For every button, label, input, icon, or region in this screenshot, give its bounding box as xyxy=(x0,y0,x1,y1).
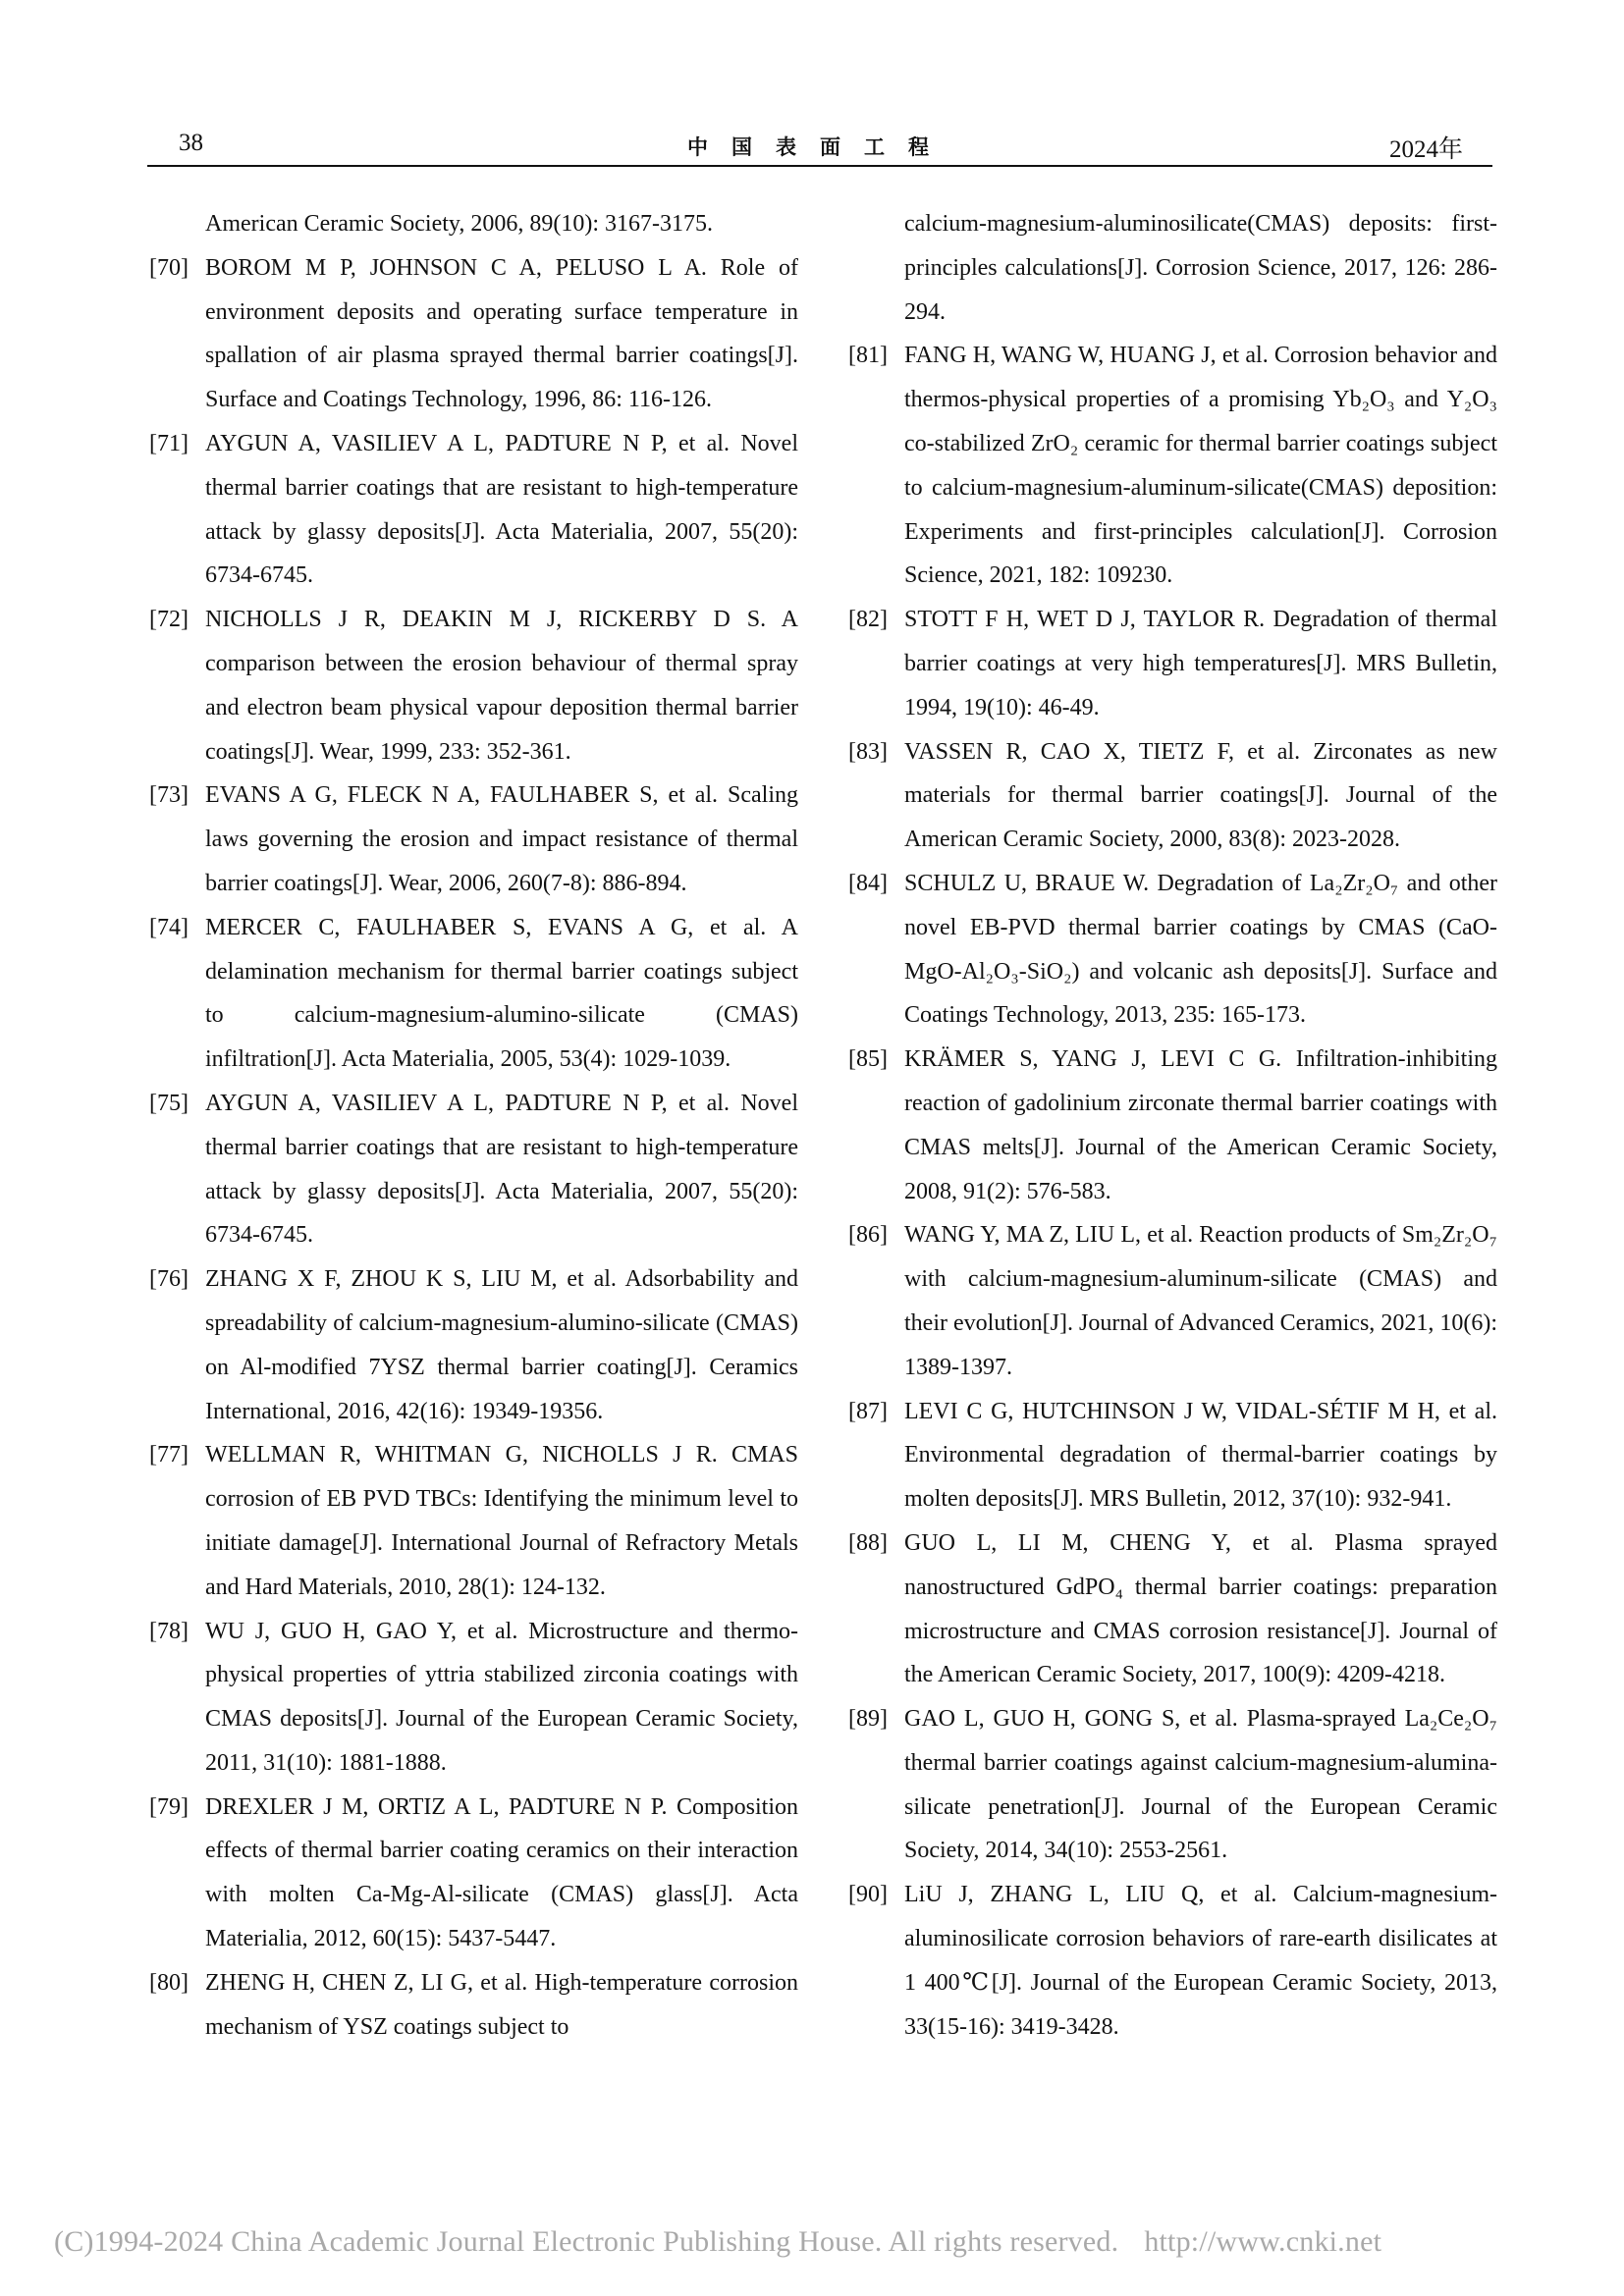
reference-number: [73] xyxy=(149,782,189,809)
reference-text: SCHULZ U, BRAUE W. Degradation of La₂Zr₂O₇ and other novel EB-PVD thermal barrier coatings by CMAS (CaO-MgO-Al₂O₃-SiO₂) and volcanic ash deposits[J]. Surface and Coatings Technology, 2013, 235: 165-173. xyxy=(904,870,1497,1029)
reference-text: NICHOLLS J R, DEAKIN M J, RICKERBY D S. A comparison between the erosion behaviour of thermal spray and electron beam physical vapour deposition thermal barrier coatings[J]. Wear, 1999, 233: 352-361. xyxy=(205,607,798,765)
reference-text: LiU J, ZHANG L, LIU Q, et al. Calcium-magnesium-aluminosilicate corrosion behaviors of rare-earth disilicates at 1 400℃[J]. Journal of the European Ceramic Society, 2013, 33(15-16): 3419-3428. xyxy=(904,1882,1497,2040)
reference-number: [72] xyxy=(149,607,189,633)
issue-year: 2024年 xyxy=(1388,136,1463,163)
page-number: 38 xyxy=(179,130,203,156)
reference-text: STOTT F H, WET D J, TAYLOR R. Degradation of thermal barrier coatings at very high temperatures[J]. MRS Bulletin, 1994, 19(10): 46-49. xyxy=(904,607,1497,721)
reference-text: KRÄMER S, YANG J, LEVI C G. Infiltration‐inhibiting reaction of gadolinium zirconate thermal barrier coatings with CMAS melts[J]. Journal of the American Ceramic Society, 2008, 91(2): 576-583. xyxy=(904,1046,1497,1204)
reference-item xyxy=(848,334,1497,598)
reference-text: ZHANG X F, ZHOU K S, LIU M, et al. Adsorbability and spreadability of calcium-magnesium-alumino-silicate (CMAS) on Al-modified 7YSZ thermal barrier coating[J]. Ceramics International, 2016, 42(16): 19349-19356. xyxy=(205,1266,798,1424)
reference-text: FANG H, WANG W, HUANG J, et al. Corrosion behavior and thermos-physical properties of a promising Yb₂O₃ and Y₂O₃ co-stabilized ZrO₂ ceramic for thermal barrier coatings subject to calcium-magnesium-aluminum-silicate(CMAS) deposition: Experiments and first-principles calculation[J]. Corrosion Science, 2021, 182: 109230. xyxy=(904,343,1497,589)
reference-item xyxy=(149,1433,798,1609)
copyright-footer xyxy=(54,2225,1381,2259)
reference-text: ZHENG H, CHEN Z, LI G, et al. High-temperature corrosion mechanism of YSZ coatings subject to xyxy=(205,1969,798,2040)
reference-item xyxy=(149,774,798,905)
journal-name: 中国表面工程 xyxy=(687,135,952,159)
reference-item xyxy=(848,1038,1497,1213)
reference-text: VASSEN R, CAO X, TIETZ F, et al. Zirconates as new materials for thermal barrier coatings[J]. Journal of the American Ceramic Society, 2000, 83(8): 2023-2028. xyxy=(904,738,1497,853)
reference-text: LEVI C G, HUTCHINSON J W, VIDAL-SÉTIF M H, et al. Environmental degradation of thermal-barrier coatings by molten deposits[J]. MRS Bulletin, 2012, 37(10): 932-941. xyxy=(904,1398,1497,1513)
reference-number: [90] xyxy=(848,1882,888,1908)
reference-item xyxy=(149,1786,798,1961)
reference-item xyxy=(149,906,798,1082)
reference-text: EVANS A G, FLECK N A, FAULHABER S, et al. Scaling laws governing the erosion and impact resistance of thermal barrier coatings[J]. Wear, 2006, 260(7-8): 886-894. xyxy=(205,782,798,896)
reference-item xyxy=(149,202,798,246)
reference-text: MERCER C, FAULHABER S, EVANS A G, et al. A delamination mechanism for thermal barrier coatings subject to calcium-magnesium-alumino-silicate (CMAS) infiltration[J]. Acta Materialia, 2005, 53(4): 1029-1039. xyxy=(205,914,798,1073)
reference-number: [70] xyxy=(149,254,189,281)
reference-number: [85] xyxy=(848,1046,888,1073)
reference-item xyxy=(149,598,798,774)
reference-number: [76] xyxy=(149,1266,189,1293)
reference-item xyxy=(848,598,1497,729)
reference-number: [74] xyxy=(149,914,189,940)
reference-number: [84] xyxy=(848,870,888,896)
reference-text: DREXLER J M, ORTIZ A L, PADTURE N P. Composition effects of thermal barrier coating ceramics on their interaction with molten Ca-Mg-Al-silicate (CMAS) glass[J]. Acta Materialia, 2012, 60(15): 5437-5447. xyxy=(205,1793,798,1952)
reference-text: AYGUN A, VASILIEV A L, PADTURE N P, et al. Novel thermal barrier coatings that are resistant to high-temperature attack by glassy deposits[J]. Acta Materialia, 2007, 55(20): 6734-6745. xyxy=(205,1090,798,1249)
reference-number: [82] xyxy=(848,607,888,633)
reference-item xyxy=(149,422,798,598)
reference-number: [81] xyxy=(848,343,888,369)
reference-item xyxy=(149,246,798,422)
reference-item xyxy=(149,1961,798,2050)
references-right-column xyxy=(848,202,1497,2049)
copyright-text: (C)1994-2024 China Academic Journal Electronic Publishing House. All rights reserved. xyxy=(54,2225,1119,2258)
reference-text: GUO L, LI M, CHENG Y, et al. Plasma sprayed nanostructured GdPO₄ thermal barrier coatings: preparation microstructure and CMAS corrosion resistance[J]. Journal of the American Ceramic Society, 2017, 100(9): 4209-4218. xyxy=(904,1529,1497,1688)
reference-item xyxy=(848,202,1497,334)
reference-item xyxy=(848,862,1497,1038)
reference-number: [88] xyxy=(848,1529,888,1556)
reference-text: WANG Y, MA Z, LIU L, et al. Reaction products of Sm₂Zr₂O₇ with calcium-magnesium-aluminum-silicate (CMAS) and their evolution[J]. Journal of Advanced Ceramics, 2021, 10(6): 1389-1397. xyxy=(904,1222,1497,1380)
reference-text: calcium-magnesium-aluminosilicate(CMAS) deposits: first-principles calculations[J]. Corrosion Science, 2017, 126: 286-294. xyxy=(904,211,1497,325)
page-header xyxy=(147,130,1492,169)
reference-item xyxy=(848,730,1497,862)
publisher-link[interactable]: http://www.cnki.net xyxy=(1144,2225,1382,2258)
header-rule xyxy=(147,165,1492,167)
reference-item xyxy=(149,1257,798,1433)
reference-item xyxy=(848,1873,1497,2049)
reference-item xyxy=(848,1697,1497,1873)
reference-number: [78] xyxy=(149,1618,189,1644)
reference-text: AYGUN A, VASILIEV A L, PADTURE N P, et al. Novel thermal barrier coatings that are resistant to high-temperature attack by glassy deposits[J]. Acta Materialia, 2007, 55(20): 6734-6745. xyxy=(205,430,798,589)
reference-number: [80] xyxy=(149,1969,189,1996)
references-left-column xyxy=(149,202,798,2049)
reference-text: GAO L, GUO H, GONG S, et al. Plasma-sprayed La₂Ce₂O₇ thermal barrier coatings against calcium-magnesium-alumina-silicate penetration[J]. Journal of the European Ceramic Society, 2014, 34(10): 2553-2561. xyxy=(904,1706,1497,1864)
reference-text: WELLMAN R, WHITMAN G, NICHOLLS J R. CMAS corrosion of EB PVD TBCs: Identifying the minimum level to initiate damage[J]. International Journal of Refractory Metals and Hard Materials, 2010, 28(1): 124-132. xyxy=(205,1442,798,1600)
reference-number: [83] xyxy=(848,738,888,765)
reference-text: American Ceramic Society, 2006, 89(10): 3167-3175. xyxy=(205,211,713,237)
reference-number: [75] xyxy=(149,1090,189,1116)
reference-item xyxy=(848,1213,1497,1389)
reference-number: [79] xyxy=(149,1793,189,1820)
reference-item xyxy=(149,1610,798,1786)
reference-text: WU J, GUO H, GAO Y, et al. Microstructure and thermo-physical properties of yttria stabilized zirconia coatings with CMAS deposits[J]. Journal of the European Ceramic Society, 2011, 31(10): 1881-1888. xyxy=(205,1618,798,1776)
reference-item xyxy=(848,1390,1497,1522)
reference-item xyxy=(149,1082,798,1257)
reference-number: [89] xyxy=(848,1706,888,1733)
reference-item xyxy=(848,1522,1497,1697)
reference-number: [77] xyxy=(149,1442,189,1468)
reference-number: [71] xyxy=(149,430,189,456)
reference-number: [87] xyxy=(848,1398,888,1424)
reference-text: BOROM M P, JOHNSON C A, PELUSO L A. Role of environment deposits and operating surface temperature in spallation of air plasma sprayed thermal barrier coatings[J]. Surface and Coatings Technology, 1996, 86: 116-126. xyxy=(205,254,798,413)
reference-number: [86] xyxy=(848,1222,888,1249)
